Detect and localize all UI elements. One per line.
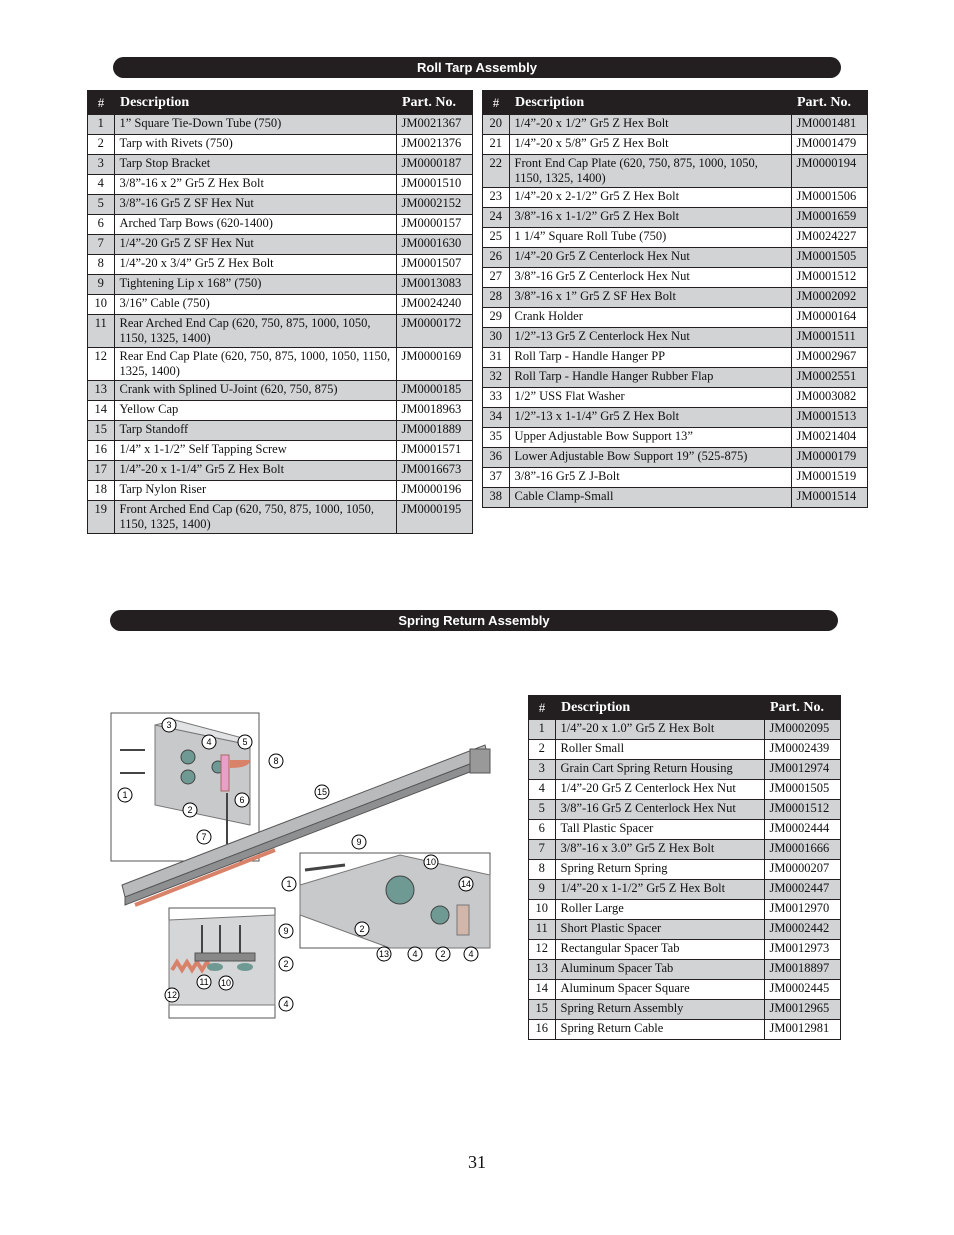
row-description: 1/2”-13 Gr5 Z Centerlock Hex Nut xyxy=(509,328,791,348)
table-row xyxy=(88,381,473,401)
row-number: 30 xyxy=(483,328,510,348)
row-number: 14 xyxy=(88,401,115,421)
row-number: 24 xyxy=(483,208,510,228)
svg-text:3: 3 xyxy=(166,720,172,730)
table-row xyxy=(483,188,868,208)
row-number: 5 xyxy=(88,195,115,215)
row-number: 13 xyxy=(529,960,556,980)
callout-1b xyxy=(282,877,296,891)
row-part-number: JM0001479 xyxy=(791,135,868,155)
page-number: 31 xyxy=(468,1152,486,1172)
row-number: 18 xyxy=(88,481,115,501)
row-number: 26 xyxy=(483,248,510,268)
table-row xyxy=(88,155,473,175)
svg-text:4: 4 xyxy=(206,737,212,747)
row-number: 22 xyxy=(483,155,510,188)
row-description: 3/8”-16 Gr5 Z J-Bolt xyxy=(509,468,791,488)
row-part-number: JM0012974 xyxy=(764,760,841,780)
callout-7 xyxy=(197,830,211,844)
svg-text:6: 6 xyxy=(239,795,245,805)
table-row xyxy=(529,740,841,760)
table-row xyxy=(529,800,841,820)
row-description: Crank Holder xyxy=(509,308,791,328)
svg-text:4: 4 xyxy=(412,949,418,959)
row-part-number: JM0002092 xyxy=(791,288,868,308)
row-number: 7 xyxy=(88,235,115,255)
callout-13 xyxy=(377,947,391,961)
row-number: 9 xyxy=(88,275,115,295)
row-part-number: JM0000164 xyxy=(791,308,868,328)
svg-text:1: 1 xyxy=(286,879,292,889)
row-description: Tarp Stop Bracket xyxy=(114,155,396,175)
row-part-number: JM0002967 xyxy=(791,348,868,368)
row-number: 3 xyxy=(88,155,115,175)
row-number: 4 xyxy=(88,175,115,195)
row-part-number: JM0000185 xyxy=(396,381,473,401)
row-description: Rectangular Spacer Tab xyxy=(555,940,764,960)
table-row xyxy=(88,441,473,461)
table-row xyxy=(88,255,473,275)
callout-9 xyxy=(352,835,366,849)
table-row xyxy=(529,960,841,980)
row-description: Aluminum Spacer Tab xyxy=(555,960,764,980)
row-part-number: JM0001507 xyxy=(396,255,473,275)
row-description: 1/4” x 1-1/2” Self Tapping Screw xyxy=(114,441,396,461)
row-description: Roller Small xyxy=(555,740,764,760)
callout-8 xyxy=(269,754,283,768)
col-part-header: Part. No. xyxy=(764,696,841,720)
svg-text:10: 10 xyxy=(220,978,232,988)
table-row xyxy=(88,135,473,155)
callout-14 xyxy=(459,877,473,891)
callout-2d xyxy=(279,957,293,971)
col-description-header: Description xyxy=(114,91,396,115)
row-number: 11 xyxy=(529,920,556,940)
table-row xyxy=(529,1000,841,1020)
table-row xyxy=(483,135,868,155)
row-part-number: JM0001889 xyxy=(396,421,473,441)
callout-2b xyxy=(355,922,369,936)
row-number: 8 xyxy=(529,860,556,880)
row-number: 1 xyxy=(529,720,556,740)
svg-text:2: 2 xyxy=(187,805,193,815)
row-description: Tarp with Rivets (750) xyxy=(114,135,396,155)
svg-text:10: 10 xyxy=(425,857,437,867)
row-number: 6 xyxy=(529,820,556,840)
row-description: 1/4”-20 Gr5 Z Centerlock Hex Nut xyxy=(555,780,764,800)
row-part-number: JM0024240 xyxy=(396,295,473,315)
row-part-number: JM0002095 xyxy=(764,720,841,740)
row-description: 1/4”-20 x 1/2” Gr5 Z Hex Bolt xyxy=(509,115,791,135)
row-part-number: JM0000187 xyxy=(396,155,473,175)
row-description: Aluminum Spacer Square xyxy=(555,980,764,1000)
row-description: Rear End Cap Plate (620, 750, 875, 1000, 1050, 1150, 1325, 1400) xyxy=(114,348,396,381)
row-number: 27 xyxy=(483,268,510,288)
spring-return-table xyxy=(528,695,841,1040)
row-number: 33 xyxy=(483,388,510,408)
callout-4 xyxy=(202,735,216,749)
table-row xyxy=(483,388,868,408)
table-row xyxy=(483,448,868,468)
col-description-header: Description xyxy=(555,696,764,720)
table-row xyxy=(529,720,841,740)
table-row xyxy=(483,328,868,348)
row-part-number: JM0000196 xyxy=(396,481,473,501)
row-number: 9 xyxy=(529,880,556,900)
table-row xyxy=(88,401,473,421)
row-description: 1/4”-20 x 1-1/4” Gr5 Z Hex Bolt xyxy=(114,461,396,481)
row-part-number: JM0002152 xyxy=(396,195,473,215)
callout-11 xyxy=(197,975,211,989)
row-description: Tall Plastic Spacer xyxy=(555,820,764,840)
table-row xyxy=(529,880,841,900)
table-row xyxy=(529,760,841,780)
svg-text:7: 7 xyxy=(201,832,207,842)
row-number: 37 xyxy=(483,468,510,488)
row-description: Cable Clamp-Small xyxy=(509,488,791,508)
table-row xyxy=(483,268,868,288)
col-num-header: # xyxy=(529,696,556,720)
svg-text:12: 12 xyxy=(166,990,178,1000)
row-part-number: JM0021376 xyxy=(396,135,473,155)
row-number: 2 xyxy=(88,135,115,155)
row-description: 1/4”-20 x 1-1/2” Gr5 Z Hex Bolt xyxy=(555,880,764,900)
row-number: 16 xyxy=(88,441,115,461)
row-part-number: JM0002445 xyxy=(764,980,841,1000)
row-number: 36 xyxy=(483,448,510,468)
row-part-number: JM0002444 xyxy=(764,820,841,840)
row-number: 32 xyxy=(483,368,510,388)
row-part-number: JM0001666 xyxy=(764,840,841,860)
svg-text:2: 2 xyxy=(359,924,365,934)
svg-text:9: 9 xyxy=(283,926,289,936)
table-row xyxy=(88,481,473,501)
svg-text:4: 4 xyxy=(468,949,474,959)
table-row xyxy=(483,348,868,368)
table-row xyxy=(529,1020,841,1040)
table-row xyxy=(88,215,473,235)
spring-return-exploded-diagram xyxy=(100,705,500,1025)
callout-6 xyxy=(235,793,249,807)
row-description: Arched Tarp Bows (620-1400) xyxy=(114,215,396,235)
row-part-number: JM0001512 xyxy=(791,268,868,288)
table-row xyxy=(529,820,841,840)
row-part-number: JM0000194 xyxy=(791,155,868,188)
row-part-number: JM0021367 xyxy=(396,115,473,135)
row-part-number: JM0021404 xyxy=(791,428,868,448)
row-part-number: JM0024227 xyxy=(791,228,868,248)
row-description: Upper Adjustable Bow Support 13” xyxy=(509,428,791,448)
spring-return-banner: Spring Return Assembly xyxy=(110,610,838,631)
row-part-number: JM0012973 xyxy=(764,940,841,960)
row-description: Front End Cap Plate (620, 750, 875, 1000, 1050, 1150, 1325, 1400) xyxy=(509,155,791,188)
row-number: 25 xyxy=(483,228,510,248)
row-description: Lower Adjustable Bow Support 19” (525-875) xyxy=(509,448,791,468)
table-row xyxy=(483,228,868,248)
row-description: 1/4”-20 x 5/8” Gr5 Z Hex Bolt xyxy=(509,135,791,155)
callout-5 xyxy=(238,735,252,749)
col-part-header: Part. No. xyxy=(791,91,868,115)
roll-tarp-table-left xyxy=(87,90,473,534)
row-part-number: JM0000207 xyxy=(764,860,841,880)
row-part-number: JM0002439 xyxy=(764,740,841,760)
row-number: 28 xyxy=(483,288,510,308)
row-description: 3/8”-16 Gr5 Z Centerlock Hex Nut xyxy=(555,800,764,820)
row-number: 8 xyxy=(88,255,115,275)
row-description: Spring Return Assembly xyxy=(555,1000,764,1020)
row-number: 13 xyxy=(88,381,115,401)
table-row xyxy=(88,195,473,215)
svg-text:5: 5 xyxy=(242,737,248,747)
row-description: 3/8”-16 x 1-1/2” Gr5 Z Hex Bolt xyxy=(509,208,791,228)
row-part-number: JM0001514 xyxy=(791,488,868,508)
col-num-header: # xyxy=(88,91,115,115)
row-description: Rear Arched End Cap (620, 750, 875, 1000, 1050, 1150, 1325, 1400) xyxy=(114,315,396,348)
callout-10 xyxy=(424,855,438,869)
row-part-number: JM0001630 xyxy=(396,235,473,255)
row-description: 3/8”-16 Gr5 Z Centerlock Hex Nut xyxy=(509,268,791,288)
svg-text:2: 2 xyxy=(283,959,289,969)
row-number: 23 xyxy=(483,188,510,208)
row-part-number: JM0018897 xyxy=(764,960,841,980)
row-number: 15 xyxy=(529,1000,556,1020)
table-row xyxy=(88,235,473,255)
row-part-number: JM0012970 xyxy=(764,900,841,920)
row-number: 16 xyxy=(529,1020,556,1040)
row-number: 17 xyxy=(88,461,115,481)
row-part-number: JM0016673 xyxy=(396,461,473,481)
row-part-number: JM0002447 xyxy=(764,880,841,900)
row-number: 3 xyxy=(529,760,556,780)
table-row xyxy=(483,288,868,308)
table-row xyxy=(483,468,868,488)
table-row xyxy=(529,840,841,860)
row-part-number: JM0001505 xyxy=(764,780,841,800)
row-description: Spring Return Cable xyxy=(555,1020,764,1040)
row-description: 1/4”-20 x 2-1/2” Gr5 Z Hex Bolt xyxy=(509,188,791,208)
row-number: 12 xyxy=(88,348,115,381)
row-number: 12 xyxy=(529,940,556,960)
row-description: Spring Return Spring xyxy=(555,860,764,880)
row-description: 1/4”-20 x 1.0” Gr5 Z Hex Bolt xyxy=(555,720,764,740)
row-number: 14 xyxy=(529,980,556,1000)
row-description: Crank with Splined U-Joint (620, 750, 875) xyxy=(114,381,396,401)
row-part-number: JM0003082 xyxy=(791,388,868,408)
table-row xyxy=(88,295,473,315)
row-description: 3/8”-16 x 2” Gr5 Z Hex Bolt xyxy=(114,175,396,195)
row-part-number: JM0012981 xyxy=(764,1020,841,1040)
row-part-number: JM0013083 xyxy=(396,275,473,295)
row-description: Yellow Cap xyxy=(114,401,396,421)
row-description: Roller Large xyxy=(555,900,764,920)
row-part-number: JM0001511 xyxy=(791,328,868,348)
row-part-number: JM0000179 xyxy=(791,448,868,468)
table-row xyxy=(88,275,473,295)
table-row xyxy=(483,155,868,188)
col-part-header: Part. No. xyxy=(396,91,473,115)
row-part-number: JM0001512 xyxy=(764,800,841,820)
table-row xyxy=(88,315,473,348)
row-description: 3/16” Cable (750) xyxy=(114,295,396,315)
table-row xyxy=(529,920,841,940)
row-number: 7 xyxy=(529,840,556,860)
row-number: 10 xyxy=(529,900,556,920)
row-part-number: JM0002442 xyxy=(764,920,841,940)
row-part-number: JM0001571 xyxy=(396,441,473,461)
table-row xyxy=(529,900,841,920)
callout-2 xyxy=(183,803,197,817)
row-number: 21 xyxy=(483,135,510,155)
row-number: 6 xyxy=(88,215,115,235)
row-part-number: JM0000157 xyxy=(396,215,473,235)
row-part-number: JM0002551 xyxy=(791,368,868,388)
table-row xyxy=(483,308,868,328)
row-part-number: JM0012965 xyxy=(764,1000,841,1020)
table-row xyxy=(529,940,841,960)
row-number: 11 xyxy=(88,315,115,348)
row-description: 1/2” USS Flat Washer xyxy=(509,388,791,408)
col-num-header: # xyxy=(483,91,510,115)
table-row xyxy=(483,408,868,428)
table-row xyxy=(88,348,473,381)
row-number: 1 xyxy=(88,115,115,135)
row-description: Roll Tarp - Handle Hanger PP xyxy=(509,348,791,368)
row-description: 1/2”-13 x 1-1/4” Gr5 Z Hex Bolt xyxy=(509,408,791,428)
row-description: Tarp Standoff xyxy=(114,421,396,441)
table-row xyxy=(483,248,868,268)
row-part-number: JM0001505 xyxy=(791,248,868,268)
roll-tarp-banner: Roll Tarp Assembly xyxy=(113,57,841,78)
table-row xyxy=(529,860,841,880)
row-description: Tightening Lip x 168” (750) xyxy=(114,275,396,295)
col-description-header: Description xyxy=(509,91,791,115)
row-part-number: JM0018963 xyxy=(396,401,473,421)
callout-4c xyxy=(464,947,478,961)
row-description: Roll Tarp - Handle Hanger Rubber Flap xyxy=(509,368,791,388)
row-number: 20 xyxy=(483,115,510,135)
svg-text:9: 9 xyxy=(356,837,362,847)
row-description: Grain Cart Spring Return Housing xyxy=(555,760,764,780)
callout-15 xyxy=(315,785,329,799)
callout-1 xyxy=(118,788,132,802)
row-part-number: JM0000172 xyxy=(396,315,473,348)
svg-text:11: 11 xyxy=(199,977,209,987)
callout-10b xyxy=(219,976,233,990)
row-part-number: JM0000169 xyxy=(396,348,473,381)
row-part-number: JM0000195 xyxy=(396,501,473,534)
row-description: 1” Square Tie-Down Tube (750) xyxy=(114,115,396,135)
roll-tarp-table-right xyxy=(482,90,868,508)
row-part-number: JM0001659 xyxy=(791,208,868,228)
row-number: 31 xyxy=(483,348,510,368)
row-description: 3/8”-16 x 1” Gr5 Z SF Hex Bolt xyxy=(509,288,791,308)
table-row xyxy=(88,175,473,195)
svg-text:14: 14 xyxy=(460,879,472,889)
table-row xyxy=(88,501,473,534)
callout-12 xyxy=(165,988,179,1002)
row-number: 10 xyxy=(88,295,115,315)
row-description: 1/4”-20 x 3/4” Gr5 Z Hex Bolt xyxy=(114,255,396,275)
table-row xyxy=(483,208,868,228)
svg-text:2: 2 xyxy=(440,949,446,959)
table-row xyxy=(88,421,473,441)
row-description: Tarp Nylon Riser xyxy=(114,481,396,501)
table-row xyxy=(88,461,473,481)
row-number: 5 xyxy=(529,800,556,820)
callout-4d xyxy=(279,997,293,1011)
row-number: 15 xyxy=(88,421,115,441)
row-part-number: JM0001481 xyxy=(791,115,868,135)
callout-2c xyxy=(436,947,450,961)
svg-text:13: 13 xyxy=(378,949,390,959)
row-description: 3/8”-16 Gr5 Z SF Hex Nut xyxy=(114,195,396,215)
svg-text:4: 4 xyxy=(283,999,289,1009)
svg-text:1: 1 xyxy=(122,790,128,800)
row-part-number: JM0001506 xyxy=(791,188,868,208)
callout-9b xyxy=(279,924,293,938)
row-number: 29 xyxy=(483,308,510,328)
row-description: Front Arched End Cap (620, 750, 875, 1000, 1050, 1150, 1325, 1400) xyxy=(114,501,396,534)
callout-4b xyxy=(408,947,422,961)
row-description: 1/4”-20 Gr5 Z Centerlock Hex Nut xyxy=(509,248,791,268)
row-number: 34 xyxy=(483,408,510,428)
table-row xyxy=(529,780,841,800)
row-part-number: JM0001519 xyxy=(791,468,868,488)
table-row xyxy=(529,980,841,1000)
row-description: 1/4”-20 Gr5 Z SF Hex Nut xyxy=(114,235,396,255)
table-row xyxy=(483,368,868,388)
row-number: 35 xyxy=(483,428,510,448)
row-description: Short Plastic Spacer xyxy=(555,920,764,940)
row-part-number: JM0001510 xyxy=(396,175,473,195)
table-row xyxy=(483,488,868,508)
callout-3 xyxy=(162,718,176,732)
table-row xyxy=(88,115,473,135)
row-number: 38 xyxy=(483,488,510,508)
svg-text:8: 8 xyxy=(273,756,279,766)
row-description: 1 1/4” Square Roll Tube (750) xyxy=(509,228,791,248)
table-row xyxy=(483,428,868,448)
row-number: 19 xyxy=(88,501,115,534)
row-part-number: JM0001513 xyxy=(791,408,868,428)
row-number: 2 xyxy=(529,740,556,760)
row-description: 3/8”-16 x 3.0” Gr5 Z Hex Bolt xyxy=(555,840,764,860)
row-number: 4 xyxy=(529,780,556,800)
svg-text:15: 15 xyxy=(316,787,328,797)
table-row xyxy=(483,115,868,135)
